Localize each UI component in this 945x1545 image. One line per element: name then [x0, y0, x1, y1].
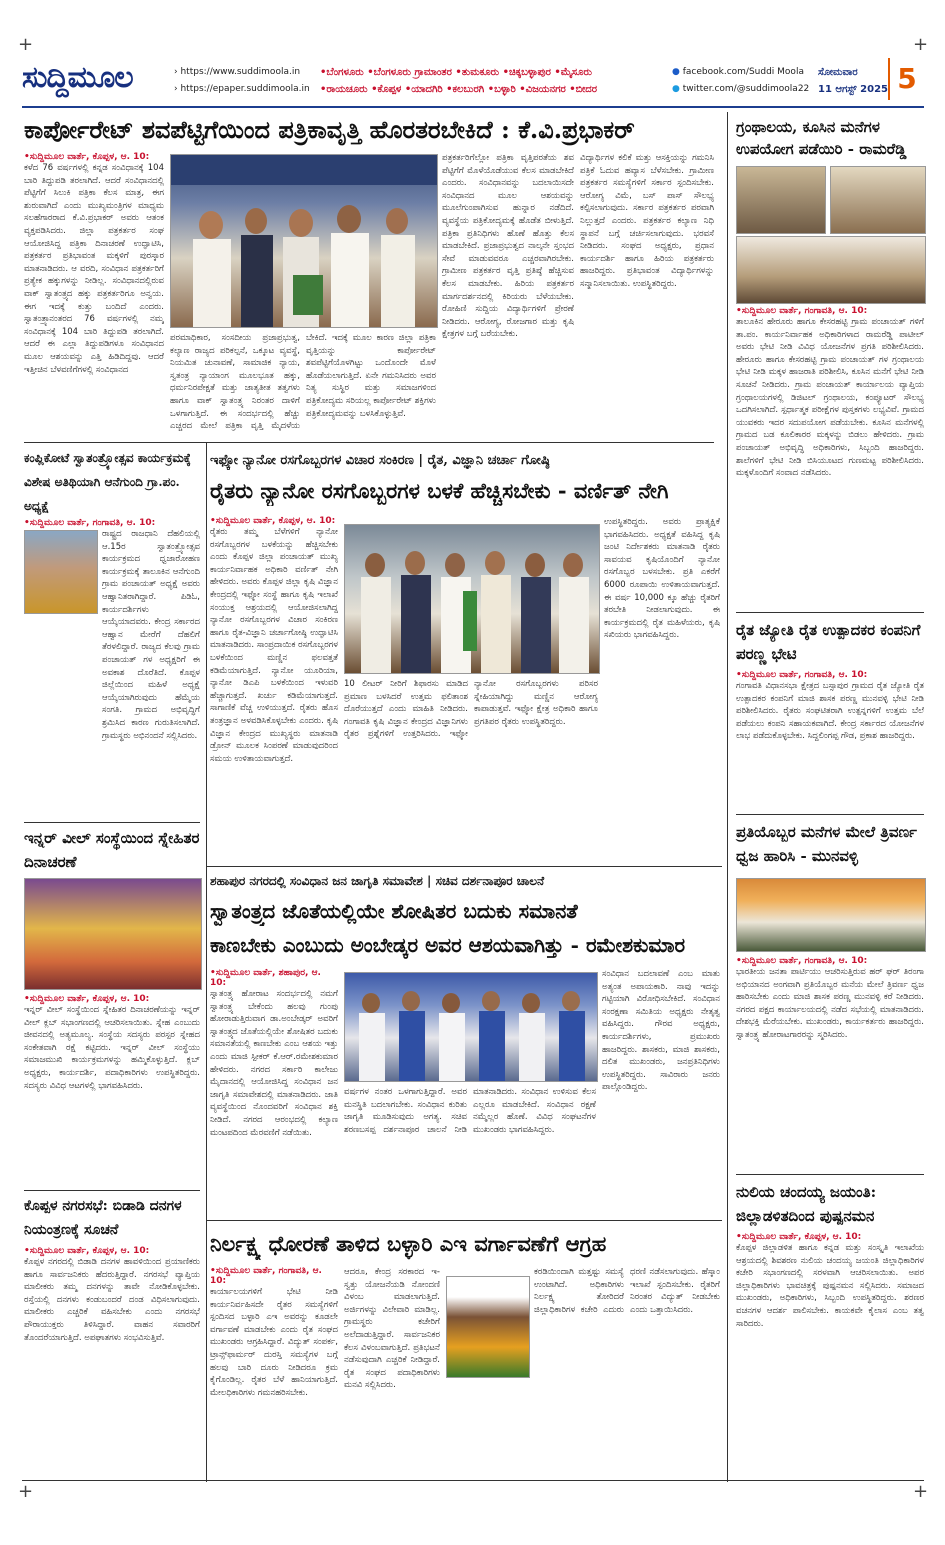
library-photo-1 [736, 166, 826, 234]
farmer-co-headline: ರೈತ ಜ್ಯೋತಿ ರೈತ ಉತ್ಪಾದಕರ ಕಂಪನಿಗೆ ಪರಣ್ಣ ಭೇಟಿ [736, 621, 921, 663]
innerwheel-headline: ಇನ್ನರ್ ವೀಲ್ ಸಂಸ್ಥೆಯಿಂದ ಸ್ನೇಹಿತರ ದಿನಾಚರಣೆ [24, 829, 200, 871]
divider [24, 822, 200, 823]
byline: •ಸುದ್ದಿಮೂಲ ವಾರ್ತೆ, ಕೊಪ್ಪಳ, ಆ. 10: [24, 152, 150, 162]
library-photo-2 [830, 166, 926, 234]
ambedkar-headline-2: ಕಾಣಬೇಕು ಎಂಬುದು ಅಂಬೇಡ್ಕರ ಅವರ ಆಶಯವಾಗಿತ್ತು - ರಮೇಶಕುಮಾರ [210, 933, 686, 957]
article-body: ಕೊಪ್ಪಳ ಜಿಲ್ಲಾಡಳಿತ ಹಾಗೂ ಕನ್ನಡ ಮತ್ತು ಸಂಸ್ಕೃತಿ ಇಲಾಖೆಯ ಆಶ್ರಯದಲ್ಲಿ ಶಿವಶರಣ ನುಲಿಯ ಚಂದಯ್ಯ ಜಯಂತಿ ಜಿಲ್ಲಾಧಿಕಾರಿಗಳ ಕಚೇರಿ ಸಭಾಂಗಣದಲ್ಲಿ ಸರಳವಾಗಿ ಆಚರಿಸಲಾಯಿತು. ಅಪರ ಜಿಲ್ಲಾಧಿಕಾರಿಗಳು ಭಾವಚಿತ್ರಕ್ಕೆ ಪುಷ್ಪನಮನ ಸಲ್ಲಿಸಿದರು. ಸಮಾಜದ ಮುಖಂಡರು, ಅಧಿಕಾರಿಗಳು, ಸಿಬ್ಬಂದಿ ಉಪಸ್ಥಿತರಿದ್ದರು. ಶರಣರ ವಚನಗಳ ಆದರ್ಶ ಪಾಲಿಸಬೇಕು. ಕಾಯಕವೇ ಕೈಲಾಸ ಎಂಬ ತತ್ವ ಸಾರಿದರು. [736, 1243, 924, 1329]
article-body: ಪರಮಾಧಿಕಾರ, ಸಂಸದೀಯ ಪ್ರಜಾಪ್ರಭುತ್ವ, ಕಲ್ಯಾಣ ರಾಜ್ಯದ ಪರಿಕಲ್ಪನೆ, ಒಕ್ಕೂಟ ವ್ಯವಸ್ಥೆ, ನಿಯಮಿತ ಚುನಾವಣೆ, ಸಾಮಾಜಿಕ ನ್ಯಾಯ, ಸ್ವತಂತ್ರ ನ್ಯಾಯಾಂಗ ಮೂಲಭೂತ ಹಕ್ಕು, ಧರ್ಮನಿರಪೇಕ್ಷತೆ ಮತ್ತು ಜಾತ್ಯತೀತ ತತ್ವಗಳು ಹಾಗೂ ವಾಕ್ ಸ್ವಾತಂತ್ರ್ಯ ನಿರಂತರ ದಾಳಿಗೆ ಒಳಗಾಗುತ್ತಿದೆ. ಈ ಸಂದರ್ಭದಲ್ಲಿ ಹೆಚ್ಚು ಎಚ್ಚರದ ಮೇಲೆ ಪತ್ರಿಕಾ ವೃತ್ತಿ ಮೈದಳೆಯ ಬೇಕಿದೆ. ಇದಕ್ಕೆ ಮೂಲ ಕಾರಣ ಜಿಲ್ಲಾ ಪತ್ರಿಕಾ ವೃತ್ತಿಯನ್ನು ಕಾರ್ಪೋರೇಟ್ ಶವಪೆಟ್ಟಿಗೆಯೊಳಗಿಟ್ಟು ಒಂದೊಂದೇ ಮೊಳೆ ಹೊಡೆಯಲಾಗುತ್ತಿದೆ. ಏನೇ ಗಮನಿಸಿದರು ಅವರ ನಿತ್ಯ ಸುಸ್ಥಿರ ಮತ್ತು ಸಮಾಜಗಳಿಂದ ಪತ್ರಿಕೋದ್ಯಮ ಸರಿಯಲ್ಲ ಕಾರ್ಪೋರೇಟ್ ಶಕ್ತಿಗಳು ಪತ್ರಿಕೋದ್ಯಮವನ್ನು ಬಳಸಿಕೊಳ್ಳುತ್ತಿವೆ. [170, 333, 436, 432]
social-links [672, 64, 809, 98]
page-number: 5 [888, 58, 924, 100]
koppal-headline: ಕೊಪ್ಪಳ ನಗರಸಭೆ: ಬಿಡಾಡಿ ದನಗಳ ನಿಯಂತ್ರಣಕ್ಕೆ ಸೂಚನೆ [24, 1198, 182, 1238]
lead-headline: ಕಾರ್ಪೋರೇಟ್ ಶವಪೆಟ್ಟಿಗೆಯಿಂದ ಪತ್ರಿಕಾವೃತ್ತಿ ಹೊರತರಬೇಕಿದೆ : ಕೆ.ವಿ.ಪ್ರಭಾಕರ್ [24, 115, 635, 144]
masthead [22, 56, 924, 106]
date-block: ಸೋಮವಾರ 11 ಆಗಸ್ಟ್ 2025 [818, 67, 888, 95]
innerwheel-story: •ಸುದ್ದಿಮೂಲ ವಾರ್ತೆ, ಕೊಪ್ಪಳ, ಆ. 10: ಇನ್ನರ್ ವೀಲ್ ಸಂಸ್ಥೆಯಿಂದ ಸ್ನೇಹಿತರ ದಿನಾಚರಣೆಯನ್ನು ಇನ್ನರ್ ವೀಲ್ ಕ್ಲಬ್ ಸಭಾಂಗಣದಲ್ಲಿ ಆಚರಿಸಲಾಯಿತು. ಸ್ನೇಹ ಎಂಬುದು ಜೀವನದಲ್ಲಿ ಅತ್ಯಮೂಲ್ಯ. ಸಂಸ್ಥೆಯ ಸದಸ್ಯರು ಪರಸ್ಪರ ಸ್ನೇಹದ ಸಂಕೇತವಾಗಿ ರಕ್ಷೆ ಕಟ್ಟಿದರು. ಇನ್ನರ್ ವೀಲ್ ಸಂಸ್ಥೆಯು ಸಮಾಜಮುಖಿ ಕಾರ್ಯಕ್ರಮಗಳನ್ನು ಹಮ್ಮಿಕೊಳ್ಳುತ್ತಿದೆ. ಕ್ಲಬ್ ಅಧ್ಯಕ್ಷರು, ಕಾರ್ಯದರ್ಶಿ, ಪದಾಧಿಕಾರಿಗಳು ಉಪಸ್ಥಿತರಿದ್ದರು. ಸದಸ್ಯರು ವಿವಿಧ ಆಟಗಳಲ್ಲಿ ಭಾಗವಹಿಸಿದರು. [24, 994, 200, 1182]
page-bottom-rule [22, 1480, 924, 1481]
facebook-link[interactable]: ● facebook.com/Suddi Moola [672, 67, 804, 77]
nano-headline: ರೈತರು ನ್ಯಾನೋ ರಸಗೊಬ್ಬರಗಳ ಬಳಕೆ ಹೆಚ್ಚಿಸಬೇಕು - ವರ್ಣಿತ್ ನೇಗಿ [210, 478, 669, 503]
article-body: ಭಾರತೀಯ ಜನತಾ ಪಾರ್ಟಿಯು ಆಚರಿಸುತ್ತಿರುವ ಹರ್ ಘರ್ ತಿರಂಗಾ ಅಭಿಯಾನದ ಅಂಗವಾಗಿ ಪ್ರತಿಯೊಬ್ಬರ ಮನೆಯ ಮೇಲೆ ತ್ರಿವರ್ಣ ಧ್ವಜ ಹಾರಿಸಬೇಕು ಎಂದು ಮಾಜಿ ಶಾಸಕ ಪರಣ್ಣ ಮುನವಳ್ಳಿ ಕರೆ ನೀಡಿದರು. ನಗರದ ಪಕ್ಷದ ಕಾರ್ಯಾಲಯದಲ್ಲಿ ನಡೆದ ಸಭೆಯಲ್ಲಿ ಮಾತನಾಡಿದರು. ದೇಶಭಕ್ತಿ ಮೆರೆಯಬೇಕು. ಮುಖಂಡರು, ಕಾರ್ಯಕರ್ತರು ಹಾಜರಿದ್ದರು. ಸ್ವಾತಂತ್ರ್ಯ ಹೋರಾಟಗಾರರನ್ನು ಸ್ಮರಿಸಿದರು. [736, 967, 924, 1040]
registration-mark: + [913, 1481, 929, 1502]
article-body: ಕೊಪ್ಪಳ ನಗರದಲ್ಲಿ ಬಿಡಾಡಿ ದನಗಳ ಹಾವಳಿಯಿಂದ ಪ್ರಯಾಣಿಕರು ಹಾಗೂ ಸಾರ್ವಜನಿಕರು ಹೆದರುತ್ತಿದ್ದಾರೆ. ನಗರಸಭೆ ವ್ಯಾಪ್ತಿಯ ಮಾಲೀಕರು ತಮ್ಮ ದನಗಳನ್ನು ತಾವೇ ನೋಡಿಕೊಳ್ಳಬೇಕು. ರಸ್ತೆಯಲ್ಲಿ ದನಗಳು ಕಂಡುಬಂದರೆ ದಂಡ ವಿಧಿಸಲಾಗುವುದು. ಮಾಲೀಕರು ಎಚ್ಚರಿಕೆ ವಹಿಸಬೇಕು ಎಂದು ನಗರಸಭೆ ಪೌರಾಯುಕ್ತರು ತಿಳಿಸಿದ್ದಾರೆ. ವಾಹನ ಸವಾರರಿಗೆ ತೊಂದರೆಯಾಗುತ್ತಿದೆ. ಅಪಘಾತಗಳು ಸಂಭವಿಸುತ್ತಿವೆ. [24, 1257, 200, 1343]
article-body: 10 ಲೀಟರ್ ನೀರಿಗೆ ಶಿಫಾರಸು ಮಾಡಿದ ಪ್ರಮಾಣ ಬಳಸಿದರೆ ಉತ್ತಮ ಫಲಿತಾಂಶ ದೊರೆಯುತ್ತದೆ ಎಂದು ಮಾಹಿತಿ ನೀಡಿದರು. ಗಂಗಾವತಿ ಕೃಷಿ ವಿಜ್ಞಾನ ಕೇಂದ್ರದ ವಿಜ್ಞಾನಿಗಳು ರೈತರ ಪ್ರಶ್ನೆಗಳಿಗೆ ಉತ್ತರಿಸಿದರು. ಇಫ್ಕೋ ನ್ಯಾನೋ ರಸಗೊಬ್ಬರಗಳು ಪರಿಸರ ಸ್ನೇಹಿಯಾಗಿದ್ದು ಮಣ್ಣಿನ ಆರೋಗ್ಯ ಕಾಪಾಡುತ್ತವೆ. ಇಫ್ಕೋ ಕ್ಷೇತ್ರ ಅಧಿಕಾರಿ ಹಾಗೂ ಪ್ರಗತಿಪರ ರೈತರು ಉಪಸ್ಥಿತರಿದ್ದರು. [344, 679, 598, 740]
lead-photo-figures [171, 155, 437, 327]
divider [736, 612, 924, 613]
article-body: ಕಳೆದ 76 ವರ್ಷಗಳಲ್ಲಿ ಕನ್ನಡ ಸಂವಿಧಾನಕ್ಕೆ 104 ಬಾರಿ ತಿದ್ದುಪಡಿ ತರಲಾಗಿದೆ. ಆದರೆ ಸಂವಿಧಾನದಲ್ಲಿ ಪೆಟ್ಟಿಗೆಗೆ ಸಿಲುಕಿ ಪತ್ರಿಕಾ ಕೆಲಸ ಮಾತ್ರ, ಈಗ ಶುರುವಾಗಿದೆ ಎಂದು ಮುಖ್ಯಮಂತ್ರಿಗಳ ಮಾಧ್ಯಮ ಸಲಹೆಗಾರರಾದ ಕೆ.ವಿ.ಪ್ರಭಾಕರ್ ಅವರು ಆತಂಕ ವ್ಯಕ್ತಪಡಿಸಿದರು. ಜಿಲ್ಲಾ ಪತ್ರಕರ್ತರ ಸಂಘ ಆಯೋಜಿಸಿದ್ದ ಪತ್ರಿಕಾ ದಿನಾಚರಣೆ ಉದ್ಘಾಟಿಸಿ, ಪತ್ರಕರ್ತರ ಪ್ರತಿಭಾವಂತ ಮಕ್ಕಳಿಗೆ ಪುರಸ್ಕಾರ ಮಾತನಾಡಿದರು. ಆ ವರದಿ, ಸಂವಿಧಾನ ಪತ್ರಕರ್ತರಿಗೆ ಪ್ರತ್ಯೇಕ ಹಕ್ಕುಗಳನ್ನು ನೀಡಿಲ್ಲ. ಸಂವಿಧಾನದಲ್ಲಿರುವ ವಾಕ್ ಸ್ವಾತಂತ್ರ್ಯದ ಹಕ್ಕು ಪತ್ರಕರ್ತರಿಗೂ ಅನ್ವಯ. ಈಗ ಇದಕ್ಕೆ ಕುತ್ತು ಬಂದಿದೆ ಎಂದರು. ಸ್ವಾತಂತ್ರ್ಯಾನಂತರದ 76 ವರ್ಷಗಳಲ್ಲಿ ನಮ್ಮ ಸಂವಿಧಾನಕ್ಕೆ 104 ಬಾರಿ ತಿದ್ದುಪಡಿ ತರಲಾಗಿದೆ. ಆದರೆ ಈ ಎಲ್ಲಾ ತಿದ್ದುಪಡಿಗಳೂ ಸಂವಿಧಾನದ ಮೂಲ ಆಶಯವನ್ನು ಎತ್ತಿ ಹಿಡಿದಿದ್ದವು. ಆದರೆ ಇತ್ತೀಚಿನ ಬೆಳವಣಿಗೆಗಳಲ್ಲಿ ಸಂವಿಧಾನದ [24, 163, 164, 375]
newspaper-logo: ಸುದ್ದಿಮೂಲ [22, 60, 133, 95]
divider [736, 1174, 924, 1175]
gram-headline: ಕಂಪ್ಲಿಕೋಟೆ ಸ್ವಾತಂತ್ರ್ಯೋತ್ಸವ ಕಾರ್ಯಕ್ರಮಕ್ಕೆ ವಿಶೇಷ ಅತಿಥಿಯಾಗಿ ಆನೆಗುಂದಿ ಗ್ರಾ.ಪಂ. ಅಧ್ಯಕ್ಷೆ [24, 451, 191, 513]
nano-story: •ಸುದ್ದಿಮೂಲ ವಾರ್ತೆ, ಕೊಪ್ಪಳ, ಆ. 10: ರೈತರು ತಮ್ಮ ಬೆಳೆಗಳಿಗೆ ನ್ಯಾನೋ ರಸಗೊಬ್ಬರಗಳ ಬಳಕೆಯನ್ನು ಹೆಚ್ಚಿಸಬೇಕು ಎಂದು ಕೊಪ್ಪಳ ಜಿಲ್ಲಾ ಪಂಚಾಯತ್ ಮುಖ್ಯ ಕಾರ್ಯನಿರ್ವಾಹಕ ಅಧಿಕಾರಿ ವರ್ಣಿತ್ ನೇಗಿ ಹೇಳಿದರು. ಅವರು ಕೊಪ್ಪಳ ಜಿಲ್ಲಾ ಕೃಷಿ ವಿಜ್ಞಾನ ಕೇಂದ್ರದಲ್ಲಿ ಇಫ್ಕೋ ಸಂಸ್ಥೆ ಹಾಗೂ ಕೃಷಿ ಇಲಾಖೆ ಸಂಯುಕ್ತ ಆಶ್ರಯದಲ್ಲಿ ಆಯೋಜಿಸಲಾಗಿದ್ದ ನ್ಯಾನೋ ರಸಗೊಬ್ಬರಗಳ ವಿಚಾರ ಸಂಕಿರಣ ಹಾಗೂ ರೈತ-ವಿಜ್ಞಾನಿ ಚರ್ಚಾಗೋಷ್ಠಿ ಉದ್ಘಾಟಿಸಿ ಮಾತನಾಡಿದರು. ಸಾಂಪ್ರದಾಯಿಕ ರಸಗೊಬ್ಬರಗಳ ಬಳಕೆಯಿಂದ ಮಣ್ಣಿನ ಫಲವತ್ತತೆ ಕಡಿಮೆಯಾಗುತ್ತಿದೆ. ನ್ಯಾನೋ ಯೂರಿಯಾ, ನ್ಯಾನೋ ಡಿಎಪಿ ಬಳಕೆಯಿಂದ ಇಳುವರಿ ಹೆಚ್ಚಾಗುತ್ತದೆ. ಖರ್ಚು ಕಡಿಮೆಯಾಗುತ್ತದೆ. ಸಾಗಾಣಿಕೆ ವೆಚ್ಚ ಉಳಿಯುತ್ತದೆ. ರೈತರು ಹೊಸ ತಂತ್ರಜ್ಞಾನ ಅಳವಡಿಸಿಕೊಳ್ಳಬೇಕು ಎಂದರು. ಕೃಷಿ ವಿಜ್ಞಾನ ಕೇಂದ್ರದ ಮುಖ್ಯಸ್ಥರು ಮಾತನಾಡಿ ಡ್ರೋನ್ ಮೂಲಕ ಸಿಂಪರಣೆ ಮಾಡುವುದರಿಂದ ಸಮಯ ಉಳಿತಾಯವಾಗುತ್ತದೆ. 10 ಲೀಟರ್ ನೀರಿಗೆ ಶಿಫಾರಸು ಮಾಡಿದ ಪ್ರಮಾಣ ಬಳಸಿದರೆ ಉತ್ತಮ ಫಲಿತಾಂಶ ದೊರೆಯುತ್ತದೆ ಎಂದು ಮಾಹಿತಿ ನೀಡಿದರು. ಗಂಗಾವತಿ ಕೃಷಿ ವಿಜ್ಞಾನ ಕೇಂದ್ರದ ವಿಜ್ಞಾನಿಗಳು ರೈತರ ಪ್ರಶ್ನೆಗಳಿಗೆ ಉತ್ತರಿಸಿದರು. ಇಫ್ಕೋ ನ್ಯಾನೋ ರಸಗೊಬ್ಬರಗಳು ಪರಿಸರ ಸ್ನೇಹಿಯಾಗಿದ್ದು ಮಣ್ಣಿನ ಆರೋಗ್ಯ ಕಾಪಾಡುತ್ತವೆ. ಇಫ್ಕೋ ಕ್ಷೇತ್ರ ಅಧಿಕಾರಿ ಹಾಗೂ ಪ್ರಗತಿಪರ ರೈತರು ಉಪಸ್ಥಿತರಿದ್ದರು. ಉಪಸ್ಥಿತರಿದ್ದರು. ಅವರು ಪ್ರಾತ್ಯಕ್ಷಿಕೆ ಭಾಗವಹಿಸಿದರು. ಅಧ್ಯಕ್ಷತೆ ವಹಿಸಿದ್ದ ಕೃಷಿ ಜಂಟಿ ನಿರ್ದೇಶಕರು ಮಾತನಾಡಿ ರೈತರು ಸಾವಯವ ಕೃಷಿಯೊಂದಿಗೆ ನ್ಯಾನೋ ರಸಗೊಬ್ಬರ ಬಳಸಬೇಕು. ಪ್ರತಿ ಎಕರೆಗೆ 6000 ರೂಪಾಯಿ ಉಳಿತಾಯವಾಗುತ್ತದೆ. ಈ ವರ್ಷ 10,000 ಕ್ಕೂ ಹೆಚ್ಚು ರೈತರಿಗೆ ತರಬೇತಿ ನೀಡಲಾಗುವುದು. ಈ ಕಾರ್ಯಕ್ರಮದಲ್ಲಿ ರೈತ ಮಹಿಳೆಯರು, ಕೃಷಿ ಸಖಿಯರು ಭಾಗವಹಿಸಿದ್ದರು. [210, 516, 720, 860]
registration-mark: + [18, 1481, 34, 1502]
article-body: ವಿದ್ಯಾರ್ಥಿಗಳ ಕಲಿಕೆ ಮತ್ತು ಆಸಕ್ತಿಯನ್ನು ಗಮನಿಸಿ ಪತ್ರಿಕೆ ಓದುವ ಹವ್ಯಾಸ ಬೆಳೆಸಬೇಕು. ಗ್ರಾಮೀಣ ಪತ್ರಕರ್ತರ ಸಮಸ್ಯೆಗಳಿಗೆ ಸರ್ಕಾರ ಸ್ಪಂದಿಸಬೇಕು. ಆರೋಗ್ಯ ವಿಮೆ, ಬಸ್ ಪಾಸ್ ಸೌಲಭ್ಯ ಕಲ್ಪಿಸಲಾಗುವುದು. ಸರ್ಕಾರ ಪತ್ರಕರ್ತರ ಪರವಾಗಿ ನಿಲ್ಲುತ್ತದೆ ಎಂದರು. ಪತ್ರಕರ್ತರ ಕಲ್ಯಾಣ ನಿಧಿ ಸ್ಥಾಪನೆ ಬಗ್ಗೆ ಚರ್ಚಿಸಲಾಗುವುದು. ಭರವಸೆ ನೀಡಿದರು. ಸಂಘದ ಅಧ್ಯಕ್ಷರು, ಪ್ರಧಾನ ಕಾರ್ಯದರ್ಶಿ ಹಾಗೂ ಹಿರಿಯ ಪತ್ರಕರ್ತರು ಹಾಜರಿದ್ದರು. ಪ್ರತಿಭಾವಂತ ವಿದ್ಯಾರ್ಥಿಗಳನ್ನು ಸನ್ಮಾನಿಸಲಾಯಿತು. ಉಪಸ್ಥಿತರಿದ್ದರು. [580, 153, 714, 289]
innerwheel-photo [24, 878, 202, 990]
nuliya-headline: ನುಲಿಯ ಚಂದಯ್ಯ ಜಯಂತಿ: ಜಿಲ್ಲಾಡಳಿತದಿಂದ ಪುಷ್ಪನಮನ [736, 1183, 877, 1225]
article-body: ಆದರೂ, ಕೇಂದ್ರ ಸರಕಾರದ ಇ-ಸ್ವತ್ತು ಯೋಜನೆಯಡಿ ನೋಂದಣಿ ವಿಳಂಬ ಮಾಡಲಾಗುತ್ತಿದೆ. ಅರ್ಜಿಗಳನ್ನು ವಿಲೇವಾರಿ ಮಾಡಿಲ್ಲ. ಗ್ರಾಮಸ್ಥರು ಕಚೇರಿಗೆ ಅಲೆದಾಡುತ್ತಿದ್ದಾರೆ. ಸಾರ್ವಜನಿಕರ ಕೆಲಸ ವಿಳಂಬವಾಗುತ್ತಿದೆ. ಪ್ರತಿಭಟನೆ ನಡೆಸುವುದಾಗಿ ಎಚ್ಚರಿಕೆ ನೀಡಿದ್ದಾರೆ. ರೈತ ಸಂಘದ ಪದಾಧಿಕಾರಿಗಳು ಮನವಿ ಸಲ್ಲಿಸಿದರು. [344, 1267, 440, 1391]
article-body: ಸಂವಿಧಾನ ಬದಲಾವಣೆ ಎಂಬ ಮಾತು ಅತ್ಯಂತ ಅಪಾಯಕಾರಿ. ನಾವು ಇದನ್ನು ಗಟ್ಟಿಯಾಗಿ ವಿರೋಧಿಸಬೇಕಿದೆ. ಸಂವಿಧಾನ ಸಂರಕ್ಷಣಾ ಸಮಿತಿಯ ಅಧ್ಯಕ್ಷರು ನೇತೃತ್ವ ವಹಿಸಿದ್ದರು. ಗೌರವ ಅಧ್ಯಕ್ಷರು, ಕಾರ್ಯದರ್ಶಿಗಳು, ಪ್ರಮುಖರು ಹಾಜರಿದ್ದರು. ಶಾಸಕರು, ಮಾಜಿ ಶಾಸಕರು, ದಲಿತ ಮುಖಂಡರು, ಜನಪ್ರತಿನಿಧಿಗಳು ಉಪಸ್ಥಿತರಿದ್ದರು. ಸಾವಿರಾರು ಜನರು ಪಾಲ್ಗೊಂಡಿದ್ದರು. [602, 969, 720, 1093]
library-photo-3 [736, 236, 926, 304]
facebook-icon: ● [672, 67, 680, 77]
registration-mark: + [18, 34, 34, 55]
nano-kicker: ಇಫ್ಕೋ ನ್ಯಾನೋ ರಸಗೊಬ್ಬರಗಳ ವಿಚಾರ ಸಂಕಿರಣ | ರೈತ, ವಿಜ್ಞಾನಿ ಚರ್ಚಾ ಗೋಷ್ಠಿ [210, 453, 550, 468]
divider [24, 442, 714, 443]
article-body: ಗಂಗಾವತಿ ವಿಧಾನಸಭಾ ಕ್ಷೇತ್ರದ ಬಸ್ಸಾಪುರ ಗ್ರಾಮದ ರೈತ ಜ್ಯೋತಿ ರೈತ ಉತ್ಪಾದಕರ ಕಂಪನಿಗೆ ಮಾಜಿ ಶಾಸಕ ಪರಣ್ಣ ಮುನವಳ್ಳಿ ಭೇಟಿ ನೀಡಿ ಪರಿಶೀಲಿಸಿದರು. ರೈತರು ಸಂಘಟಿತರಾಗಿ ಉತ್ಪನ್ನಗಳಿಗೆ ಉತ್ತಮ ಬೆಲೆ ಪಡೆಯಲು ಕಂಪನಿ ಸಹಾಯಕವಾಗಿದೆ. ಕೇಂದ್ರ ಸರ್ಕಾರದ ಯೋಜನೆಗಳ ಲಾಭ ಪಡೆದುಕೊಳ್ಳಬೇಕು. ಸಿದ್ದಲಿಂಗಪ್ಪ ಗೌಡ, ಪ್ರಕಾಶ ಹಾಜರಿದ್ದರು. [736, 681, 924, 742]
url-block [174, 64, 310, 98]
ballari-headline: ನಿರ್ಲಕ್ಷ್ಯ ಧೋರಣೆ ತಾಳಿದ ಬಳ್ಳಾರಿ ಎಇ ವರ್ಗಾವಣೆಗೆ ಆಗ್ರಹ [210, 1231, 607, 1256]
twitter-icon: ● [672, 84, 680, 94]
tiranga-photo [736, 878, 926, 952]
divider [24, 1190, 200, 1191]
twitter-link[interactable]: ● twitter.com/@suddimoola22 [672, 84, 810, 94]
nano-photo [344, 524, 600, 674]
article-body: ತಾಲೂಕಿನ ಹೇರೂರು ಹಾಗೂ ಕೇಸರಹಟ್ಟಿ ಗ್ರಾಮ ಪಂಚಾಯತ್ ಗಳಿಗೆ ತಾ.ಪಂ. ಕಾರ್ಯನಿರ್ವಾಹಕ ಅಧಿಕಾರಿಗಳಾದ ರಾಮರೆಡ್ಡಿ ಪಾಟೀಲ್ ಅವರು ಭೇಟಿ ನೀಡಿ ವಿವಿಧ ಯೋಜನೆಗಳ ಪ್ರಗತಿ ಪರಿಶೀಲಿಸಿದರು. ಹೇರೂರು ಹಾಗೂ ಕೇಸರಹಟ್ಟಿ ಗ್ರಾಮ ಪಂಚಾಯತ್ ಗಳ ಗ್ರಂಥಾಲಯ ಭೇಟಿ ನೀಡಿ ಮಕ್ಕಳ ಹಾಜರಾತಿ ಪರಿಶೀಲಿಸಿ, ಕೂಸಿನ ಮನೆಗೆ ಭೇಟಿ ನೀಡಿ ಸೂಚನೆ ನೀಡಿದರು. ಗ್ರಾಮ ಪಂಚಾಯತ್ ಕಾರ್ಯಾಲಯ ವ್ಯಾಪ್ತಿಯ ಗ್ರಂಥಾಲಯಗಳಲ್ಲಿ ಡಿಜಿಟಲ್ ಗ್ರಂಥಾಲಯ, ಕಂಪ್ಯೂಟರ್ ಸೌಲಭ್ಯ ಒದಗಿಸಲಾಗಿದೆ. ಸ್ಪರ್ಧಾತ್ಮಕ ಪರೀಕ್ಷೆಗಳ ಪುಸ್ತಕಗಳು ಲಭ್ಯವಿವೆ. ಗ್ರಾಮದ ಯುವಕರು ಇದರ ಸದುಪಯೋಗ ಪಡೆಯಬೇಕು. ಕೂಸಿನ ಮನೆಗಳಲ್ಲಿ ಗ್ರಾಮದ ಬಡ ಕೂಲಿಕಾರರ ಮಕ್ಕಳನ್ನು ಬಿಡಲು ಹೇಳಿದರು. ಗ್ರಾಮ ಪಂಚಾಯತ್ ಅಭಿವೃದ್ಧಿ ಅಧಿಕಾರಿಗಳು, ಸಿಬ್ಬಂದಿ ಹಾಜರಿದ್ದರು. ಶಾಲೆಗಳಿಗೆ ಭೇಟಿ ನೀಡಿ ಬಿಸಿಯೂಟದ ಗುಣಮಟ್ಟ ಪರಿಶೀಲಿಸಿದರು. ಮಕ್ಕಳೊಂದಿಗೆ ಸಂವಾದ ನಡೆಸಿದರು. [736, 317, 924, 479]
library-story: •ಸುದ್ದಿಮೂಲ ವಾರ್ತೆ, ಗಂಗಾವತಿ, ಆ. 10: ತಾಲೂಕಿನ ಹೇರೂರು ಹಾಗೂ ಕೇಸರಹಟ್ಟಿ ಗ್ರಾಮ ಪಂಚಾಯತ್ ಗಳಿಗೆ ತಾ.ಪಂ. ಕಾರ್ಯನಿರ್ವಾಹಕ ಅಧಿಕಾರಿಗಳಾದ ರಾಮರೆಡ್ಡಿ ಪಾಟೀಲ್ ಅವರು ಭೇಟಿ ನೀಡಿ ವಿವಿಧ ಯೋಜನೆಗಳ ಪ್ರಗತಿ ಪರಿಶೀಲಿಸಿದರು. ಹೇರೂರು ಹಾಗೂ ಕೇಸರಹಟ್ಟಿ ಗ್ರಾಮ ಪಂಚಾಯತ್ ಗಳ ಗ್ರಂಥಾಲಯ ಭೇಟಿ ನೀಡಿ ಮಕ್ಕಳ ಹಾಜರಾತಿ ಪರಿಶೀಲಿಸಿ, ಕೂಸಿನ ಮನೆಗೆ ಭೇಟಿ ನೀಡಿ ಸೂಚನೆ ನೀಡಿದರು. ಗ್ರಾಮ ಪಂಚಾಯತ್ ಕಾರ್ಯಾಲಯ ವ್ಯಾಪ್ತಿಯ ಗ್ರಂಥಾಲಯಗಳಲ್ಲಿ ಡಿಜಿಟಲ್ ಗ್ರಂಥಾಲಯ, ಕಂಪ್ಯೂಟರ್ ಸೌಲಭ್ಯ ಒದಗಿಸಲಾಗಿದೆ. ಸ್ಪರ್ಧಾತ್ಮಕ ಪರೀಕ್ಷೆಗಳ ಪುಸ್ತಕಗಳು ಲಭ್ಯವಿವೆ. ಗ್ರಾಮದ ಯುವಕರು ಇದರ ಸದುಪಯೋಗ ಪಡೆಯಬೇಕು. ಕೂಸಿನ ಮನೆಗಳಲ್ಲಿ ಗ್ರಾಮದ ಬಡ ಕೂಲಿಕಾರರ ಮಕ್ಕಳನ್ನು ಬಿಡಲು ಹೇಳಿದರು. ಗ್ರಾಮ ಪಂಚಾಯತ್ ಅಭಿವೃದ್ಧಿ ಅಧಿಕಾರಿಗಳು, ಸಿಬ್ಬಂದಿ ಹಾಜರಿದ್ದರು. ಶಾಲೆಗಳಿಗೆ ಭೇಟಿ ನೀಡಿ ಬಿಸಿಯೂಟದ ಗುಣಮಟ್ಟ ಪರಿಶೀಲಿಸಿದರು. ಮಕ್ಕಳೊಂದಿಗೆ ಸಂವಾದ ನಡೆಸಿದರು. [736, 306, 924, 610]
ambedkar-headline-1: ಸ್ವಾತಂತ್ರ್ಯದ ಜೊತೆಯಲ್ಲಿಯೇ ಶೋಷಿತರ ಬದುಕು ಸಮಾನತೆ [210, 899, 578, 923]
divider [736, 814, 924, 815]
website-link[interactable]: › https://www.suddimoola.in [174, 67, 301, 77]
epaper-link[interactable]: › https://epaper.suddimoola.in [174, 84, 310, 94]
koppal-story: •ಸುದ್ದಿಮೂಲ ವಾರ್ತೆ, ಕೊಪ್ಪಳ, ಆ. 10: ಕೊಪ್ಪಳ ನಗರದಲ್ಲಿ ಬಿಡಾಡಿ ದನಗಳ ಹಾವಳಿಯಿಂದ ಪ್ರಯಾಣಿಕರು ಹಾಗೂ ಸಾರ್ವಜನಿಕರು ಹೆದರುತ್ತಿದ್ದಾರೆ. ನಗರಸಭೆ ವ್ಯಾಪ್ತಿಯ ಮಾಲೀಕರು ತಮ್ಮ ದನಗಳನ್ನು ತಾವೇ ನೋಡಿಕೊಳ್ಳಬೇಕು. ರಸ್ತೆಯಲ್ಲಿ ದನಗಳು ಕಂಡುಬಂದರೆ ದಂಡ ವಿಧಿಸಲಾಗುವುದು. ಮಾಲೀಕರು ಎಚ್ಚರಿಕೆ ವಹಿಸಬೇಕು ಎಂದು ನಗರಸಭೆ ಪೌರಾಯುಕ್ತರು ತಿಳಿಸಿದ್ದಾರೆ. ವಾಹನ ಸವಾರರಿಗೆ ತೊಂದರೆಯಾಗುತ್ತಿದೆ. ಅಪಘಾತಗಳು ಸಂಭವಿಸುತ್ತಿವೆ. [24, 1246, 200, 1472]
article-body: ವರ್ಷಗಳ ನಂತರ ಒಳಗಾಗುತ್ತಿದ್ದಾರೆ. ಅವರ ಮನಸ್ಥಿತಿ ಬದಲಾಗಬೇಕು. ಸಂವಿಧಾನ ಕುರಿತು ಜಾಗೃತಿ ಮೂಡಿಸುವುದು ಅಗತ್ಯ. ಸಚಿವ ಶರಣಬಸಪ್ಪ ದರ್ಶನಾಪೂರ ಚಾಲನೆ ನೀಡಿ ಮಾತನಾಡಿದರು. ಸಂವಿಧಾನ ಉಳಿಸುವ ಕೆಲಸ ಎಲ್ಲರೂ ಮಾಡಬೇಕಿದೆ. ಸಂವಿಧಾನ ರಕ್ಷಣೆ ನಮ್ಮೆಲ್ಲರ ಹೊಣೆ. ವಿವಿಧ ಸಂಘಟನೆಗಳ ಮುಖಂಡರು ಭಾಗವಹಿಸಿದ್ದರು. [344, 1087, 596, 1135]
library-headline: ಗ್ರಂಥಾಲಯ, ಕೂಸಿನ ಮನೆಗಳ ಉಪಯೋಗ ಪಡೆಯಿರಿ - ರಾಮರೆಡ್ಡಿ [736, 118, 907, 158]
person-photo [446, 1276, 530, 1378]
nuliya-story: •ಸುದ್ದಿಮೂಲ ವಾರ್ತೆ, ಕೊಪ್ಪಳ, ಆ. 10: ಕೊಪ್ಪಳ ಜಿಲ್ಲಾಡಳಿತ ಹಾಗೂ ಕನ್ನಡ ಮತ್ತು ಸಂಸ್ಕೃತಿ ಇಲಾಖೆಯ ಆಶ್ರಯದಲ್ಲಿ ಶಿವಶರಣ ನುಲಿಯ ಚಂದಯ್ಯ ಜಯಂತಿ ಜಿಲ್ಲಾಧಿಕಾರಿಗಳ ಕಚೇರಿ ಸಭಾಂಗಣದಲ್ಲಿ ಸರಳವಾಗಿ ಆಚರಿಸಲಾಯಿತು. ಅಪರ ಜಿಲ್ಲಾಧಿಕಾರಿಗಳು ಭಾವಚಿತ್ರಕ್ಕೆ ಪುಷ್ಪನಮನ ಸಲ್ಲಿಸಿದರು. ಸಮಾಜದ ಮುಖಂಡರು, ಅಧಿಕಾರಿಗಳು, ಸಿಬ್ಬಂದಿ ಉಪಸ್ಥಿತರಿದ್ದರು. ಶರಣರ ವಚನಗಳ ಆದರ್ಶ ಪಾಲಿಸಬೇಕು. ಕಾಯಕವೇ ಕೈಲಾಸ ಎಂಬ ತತ್ವ ಸಾರಿದರು. [736, 1232, 924, 1474]
district-list: •ಬೆಂಗಳೂರು •ಬೆಂಗಳೂರು ಗ್ರಾಮಾಂತರ •ತುಮಕೂರು •ಚಿಕ್ಕಬಳ್ಳಾಪುರ •ಮೈಸೂರು •ರಾಯಚೂರು •ಕೊಪ್ಪಳ •ಯಾದಗಿರಿ •ಕಲಬುರಗಿ •ಬಳ್ಳಾರಿ •ವಿಜಯನಗರ •ಬೀದರ [320, 67, 597, 95]
nano-photo-figures [345, 525, 599, 673]
article-body: ಉಪಸ್ಥಿತರಿದ್ದರು. ಅವರು ಪ್ರಾತ್ಯಕ್ಷಿಕೆ ಭಾಗವಹಿಸಿದರು. ಅಧ್ಯಕ್ಷತೆ ವಹಿಸಿದ್ದ ಕೃಷಿ ಜಂಟಿ ನಿರ್ದೇಶಕರು ಮಾತನಾಡಿ ರೈತರು ಸಾವಯವ ಕೃಷಿಯೊಂದಿಗೆ ನ್ಯಾನೋ ರಸಗೊಬ್ಬರ ಬಳಸಬೇಕು. ಪ್ರತಿ ಎಕರೆಗೆ 6000 ರೂಪಾಯಿ ಉಳಿತಾಯವಾಗುತ್ತದೆ. ಈ ವರ್ಷ 10,000 ಕ್ಕೂ ಹೆಚ್ಚು ರೈತರಿಗೆ ತರಬೇತಿ ನೀಡಲಾಗುವುದು. ಈ ಕಾರ್ಯಕ್ರಮದಲ್ಲಿ ರೈತ ಮಹಿಳೆಯರು, ಕೃಷಿ ಸಖಿಯರು ಭಾಗವಹಿಸಿದ್ದರು. [604, 517, 720, 641]
article-body: ರೈತರು ತಮ್ಮ ಬೆಳೆಗಳಿಗೆ ನ್ಯಾನೋ ರಸಗೊಬ್ಬರಗಳ ಬಳಕೆಯನ್ನು ಹೆಚ್ಚಿಸಬೇಕು ಎಂದು ಕೊಪ್ಪಳ ಜಿಲ್ಲಾ ಪಂಚಾಯತ್ ಮುಖ್ಯ ಕಾರ್ಯನಿರ್ವಾಹಕ ಅಧಿಕಾರಿ ವರ್ಣಿತ್ ನೇಗಿ ಹೇಳಿದರು. ಅವರು ಕೊಪ್ಪಳ ಜಿಲ್ಲಾ ಕೃಷಿ ವಿಜ್ಞಾನ ಕೇಂದ್ರದಲ್ಲಿ ಇಫ್ಕೋ ಸಂಸ್ಥೆ ಹಾಗೂ ಕೃಷಿ ಇಲಾಖೆ ಸಂಯುಕ್ತ ಆಶ್ರಯದಲ್ಲಿ ಆಯೋಜಿಸಲಾಗಿದ್ದ ನ್ಯಾನೋ ರಸಗೊಬ್ಬರಗಳ ವಿಚಾರ ಸಂಕಿರಣ ಹಾಗೂ ರೈತ-ವಿಜ್ಞಾನಿ ಚರ್ಚಾಗೋಷ್ಠಿ ಉದ್ಘಾಟಿಸಿ ಮಾತನಾಡಿದರು. ಸಾಂಪ್ರದಾಯಿಕ ರಸಗೊಬ್ಬರಗಳ ಬಳಕೆಯಿಂದ ಮಣ್ಣಿನ ಫಲವತ್ತತೆ ಕಡಿಮೆಯಾಗುತ್ತಿದೆ. ನ್ಯಾನೋ ಯೂರಿಯಾ, ನ್ಯಾನೋ ಡಿಎಪಿ ಬಳಕೆಯಿಂದ ಇಳುವರಿ ಹೆಚ್ಚಾಗುತ್ತದೆ. ಖರ್ಚು ಕಡಿಮೆಯಾಗುತ್ತದೆ. ಸಾಗಾಣಿಕೆ ವೆಚ್ಚ ಉಳಿಯುತ್ತದೆ. ರೈತರು ಹೊಸ ತಂತ್ರಜ್ಞಾನ ಅಳವಡಿಸಿಕೊಳ್ಳಬೇಕು ಎಂದರು. ಕೃಷಿ ವಿಜ್ಞಾನ ಕೇಂದ್ರದ ಮುಖ್ಯಸ್ಥರು ಮಾತನಾಡಿ ಡ್ರೋನ್ ಮೂಲಕ ಸಿಂಪರಣೆ ಮಾಡುವುದರಿಂದ ಸಮಯ ಉಳಿತಾಯವಾಗುತ್ತದೆ. [210, 527, 338, 764]
lead-photo [170, 154, 438, 328]
registration-mark: + [913, 34, 929, 55]
lead-story [24, 152, 714, 436]
ballari-story: •ಸುದ್ದಿಮೂಲ ವಾರ್ತೆ, ಗಂಗಾವತಿ, ಆ. 10: ಕಾರ್ಯಾಲಯಗಳಿಗೆ ಭೇಟಿ ನೀಡಿ ಕಾರ್ಯನಿರ್ವಹಿಸದೇ ರೈತರ ಸಮಸ್ಯೆಗಳಿಗೆ ಸ್ಪಂದಿಸದ ಬಳ್ಳಾರಿ ಎಇ ಅವರನ್ನು ಕೂಡಲೇ ವರ್ಗಾವಣೆ ಮಾಡಬೇಕು ಎಂದು ರೈತ ಸಂಘದ ಮುಖಂಡರು ಆಗ್ರಹಿಸಿದ್ದಾರೆ. ವಿದ್ಯುತ್ ಸಂಪರ್ಕ, ಟ್ರಾನ್ಸ್‌ಫಾರ್ಮರ್ ದುರಸ್ತಿ ಸಮಸ್ಯೆಗಳ ಬಗ್ಗೆ ಹಲವು ಬಾರಿ ದೂರು ನೀಡಿದರೂ ಕ್ರಮ ಕೈಗೊಂಡಿಲ್ಲ. ರೈತರ ಬೆಳೆ ಹಾನಿಯಾಗುತ್ತಿದೆ. ಮೇಲಧಿಕಾರಿಗಳು ಗಮನಹರಿಸಬೇಕು. ಆದರೂ, ಕೇಂದ್ರ ಸರಕಾರದ ಇ-ಸ್ವತ್ತು ಯೋಜನೆಯಡಿ ನೋಂದಣಿ ವಿಳಂಬ ಮಾಡಲಾಗುತ್ತಿದೆ. ಅರ್ಜಿಗಳನ್ನು ವಿಲೇವಾರಿ ಮಾಡಿಲ್ಲ. ಗ್ರಾಮಸ್ಥರು ಕಚೇರಿಗೆ ಅಲೆದಾಡುತ್ತಿದ್ದಾರೆ. ಸಾರ್ವಜನಿಕರ ಕೆಲಸ ವಿಳಂಬವಾಗುತ್ತಿದೆ. ಪ್ರತಿಭಟನೆ ನಡೆಸುವುದಾಗಿ ಎಚ್ಚರಿಕೆ ನೀಡಿದ್ದಾರೆ. ರೈತ ಸಂಘದ ಪದಾಧಿಕಾರಿಗಳು ಮನವಿ ಸಲ್ಲಿಸಿದರು. ಕರಡಿಯಿಂದಾಗಿ ಮತ್ತಷ್ಟು ಸಮಸ್ಯೆ ಉಂಟಾಗಿದೆ. ಅಧಿಕಾರಿಗಳು ನಿರ್ಲಕ್ಷ್ಯ ತೋರಿದರೆ ಜಿಲ್ಲಾಧಿಕಾರಿಗಳ ಕಚೇರಿ ಎದುರು ಧರಣಿ ನಡೆಸಲಾಗುವುದು. ಹೆಸ್ಕಾಂ ಇಲಾಖೆ ಸ್ಪಂದಿಸಬೇಕು. ರೈತರಿಗೆ ನಿರಂತರ ವಿದ್ಯುತ್ ನೀಡಬೇಕು ಎಂದು ಒತ್ತಾಯಿಸಿದರು. [210, 1266, 720, 1478]
article-body: ಇನ್ನರ್ ವೀಲ್ ಸಂಸ್ಥೆಯಿಂದ ಸ್ನೇಹಿತರ ದಿನಾಚರಣೆಯನ್ನು ಇನ್ನರ್ ವೀಲ್ ಕ್ಲಬ್ ಸಭಾಂಗಣದಲ್ಲಿ ಆಚರಿಸಲಾಯಿತು. ಸ್ನೇಹ ಎಂಬುದು ಜೀವನದಲ್ಲಿ ಅತ್ಯಮೂಲ್ಯ. ಸಂಸ್ಥೆಯ ಸದಸ್ಯರು ಪರಸ್ಪರ ಸ್ನೇಹದ ಸಂಕೇತವಾಗಿ ರಕ್ಷೆ ಕಟ್ಟಿದರು. ಇನ್ನರ್ ವೀಲ್ ಸಂಸ್ಥೆಯು ಸಮಾಜಮುಖಿ ಕಾರ್ಯಕ್ರಮಗಳನ್ನು ಹಮ್ಮಿಕೊಳ್ಳುತ್ತಿದೆ. ಕ್ಲಬ್ ಅಧ್ಯಕ್ಷರು, ಕಾರ್ಯದರ್ಶಿ, ಪದಾಧಿಕಾರಿಗಳು ಉಪಸ್ಥಿತರಿದ್ದರು. ಸದಸ್ಯರು ವಿವಿಧ ಆಟಗಳಲ್ಲಿ ಭಾಗವಹಿಸಿದರು. [24, 1005, 200, 1091]
ambedkar-kicker: ಶಹಾಪುರ ನಗರದಲ್ಲಿ ಸಂವಿಧಾನ ಜನ ಜಾಗೃತಿ ಸಮಾವೇಶ | ಸಚಿವ ದರ್ಶನಾಪೂರ ಚಾಲನೆ [210, 874, 545, 888]
farmer-co-story: •ಸುದ್ದಿಮೂಲ ವಾರ್ತೆ, ಗಂಗಾವತಿ, ಆ. 10: ಗಂಗಾವತಿ ವಿಧಾನಸಭಾ ಕ್ಷೇತ್ರದ ಬಸ್ಸಾಪುರ ಗ್ರಾಮದ ರೈತ ಜ್ಯೋತಿ ರೈತ ಉತ್ಪಾದಕರ ಕಂಪನಿಗೆ ಮಾಜಿ ಶಾಸಕ ಪರಣ್ಣ ಮುನವಳ್ಳಿ ಭೇಟಿ ನೀಡಿ ಪರಿಶೀಲಿಸಿದರು. ರೈತರು ಸಂಘಟಿತರಾಗಿ ಉತ್ಪನ್ನಗಳಿಗೆ ಉತ್ತಮ ಬೆಲೆ ಪಡೆಯಲು ಕಂಪನಿ ಸಹಾಯಕವಾಗಿದೆ. ಕೇಂದ್ರ ಸರ್ಕಾರದ ಯೋಜನೆಗಳ ಲಾಭ ಪಡೆದುಕೊಳ್ಳಬೇಕು. ಸಿದ್ದಲಿಂಗಪ್ಪ ಗೌಡ, ಪ್ರಕಾಶ ಹಾಜರಿದ್ದರು. [736, 670, 924, 810]
ambedkar-photo-figures [345, 973, 597, 1081]
article-body: ಸ್ವಾತಂತ್ರ್ಯ ಹೋರಾಟ ಸಂದರ್ಭದಲ್ಲಿ ನಮಗೆ ಸ್ವಾತಂತ್ರ್ಯ ಬೇಕೆಂದು ಹಲವು ಗುಂಪು ಹೋರಾಡುತ್ತಿರುವಾಗ ಡಾ.ಅಂಬೇಡ್ಕರ್ ಅವರಿಗೆ ಸ್ವಾತಂತ್ರ್ಯದ ಜೊತೆಯಲ್ಲಿಯೇ ಶೋಷಿತರ ಬದುಕು ಸಮಾನತೆಯಲ್ಲಿ ಕಾಣಬೇಕು ಎಂಬ ಆಶಯ ಇತ್ತು ಎಂದು ಮಾಜಿ ಸ್ಪೀಕರ್ ಕೆ.ಆರ್.ರಮೇಶಕುಮಾರ ಹೇಳಿದರು. ನಗರದ ಸರ್ಕಾರಿ ಕಾಲೇಜು ಮೈದಾನದಲ್ಲಿ ಆಯೋಜಿಸಿದ್ದ ಸಂವಿಧಾನ ಜನ ಜಾಗೃತಿ ಸಮಾವೇಶದಲ್ಲಿ ಮಾತನಾಡಿದರು. ಜಾತಿ ವ್ಯವಸ್ಥೆಯಿಂದ ನೊಂದವರಿಗೆ ಸಂವಿಧಾನ ಶಕ್ತಿ ನೀಡಿದೆ. ನಗರದ ಆರಂಭದಲ್ಲಿ ಕಲ್ಯಾಣ ಮಂಟಪದಿಂದ ಮೆರವಣಿಗೆ ನಡೆಯಿತು. [210, 989, 338, 1138]
masthead-rule [22, 106, 924, 108]
tiranga-story: •ಸುದ್ದಿಮೂಲ ವಾರ್ತೆ, ಗಂಗಾವತಿ, ಆ. 10: ಭಾರತೀಯ ಜನತಾ ಪಾರ್ಟಿಯು ಆಚರಿಸುತ್ತಿರುವ ಹರ್ ಘರ್ ತಿರಂಗಾ ಅಭಿಯಾನದ ಅಂಗವಾಗಿ ಪ್ರತಿಯೊಬ್ಬರ ಮನೆಯ ಮೇಲೆ ತ್ರಿವರ್ಣ ಧ್ವಜ ಹಾರಿಸಬೇಕು ಎಂದು ಮಾಜಿ ಶಾಸಕ ಪರಣ್ಣ ಮುನವಳ್ಳಿ ಕರೆ ನೀಡಿದರು. ನಗರದ ಪಕ್ಷದ ಕಾರ್ಯಾಲಯದಲ್ಲಿ ನಡೆದ ಸಭೆಯಲ್ಲಿ ಮಾತನಾಡಿದರು. ದೇಶಭಕ್ತಿ ಮೆರೆಯಬೇಕು. ಮುಖಂಡರು, ಕಾರ್ಯಕರ್ತರು ಹಾಜರಿದ್ದರು. ಸ್ವಾತಂತ್ರ್ಯ ಹೋರಾಟಗಾರರನ್ನು ಸ್ಮರಿಸಿದರು. [736, 956, 924, 1168]
tiranga-headline: ಪ್ರತಿಯೊಬ್ಬರ ಮನೆಗಳ ಮೇಲೆ ತ್ರಿವರ್ಣ ಧ್ವಜ ಹಾರಿಸಿ - ಮುನವಳ್ಳಿ [736, 823, 917, 865]
divider [206, 442, 207, 1482]
article-body: ಕಾರ್ಯಾಲಯಗಳಿಗೆ ಭೇಟಿ ನೀಡಿ ಕಾರ್ಯನಿರ್ವಹಿಸದೇ ರೈತರ ಸಮಸ್ಯೆಗಳಿಗೆ ಸ್ಪಂದಿಸದ ಬಳ್ಳಾರಿ ಎಇ ಅವರನ್ನು ಕೂಡಲೇ ವರ್ಗಾವಣೆ ಮಾಡಬೇಕು ಎಂದು ರೈತ ಸಂಘದ ಮುಖಂಡರು ಆಗ್ರಹಿಸಿದ್ದಾರೆ. ವಿದ್ಯುತ್ ಸಂಪರ್ಕ, ಟ್ರಾನ್ಸ್‌ಫಾರ್ಮರ್ ದುರಸ್ತಿ ಸಮಸ್ಯೆಗಳ ಬಗ್ಗೆ ಹಲವು ಬಾರಿ ದೂರು ನೀಡಿದರೂ ಕ್ರಮ ಕೈಗೊಂಡಿಲ್ಲ. ರೈತರ ಬೆಳೆ ಹಾನಿಯಾಗುತ್ತಿದೆ. ಮೇಲಧಿಕಾರಿಗಳು ಗಮನಹರಿಸಬೇಕು. [210, 1287, 338, 1398]
divider [206, 866, 722, 867]
ambedkar-photo [344, 972, 598, 1082]
gram-story: •ಸುದ್ದಿಮೂಲ ವಾರ್ತೆ, ಗಂಗಾವತಿ, ಆ. 10: ರಾಷ್ಟ್ರದ ರಾಜಧಾನಿ ದೆಹಲಿಯಲ್ಲಿ ಆ.15ರ ಸ್ವಾತಂತ್ರ್ಯೋತ್ಸವ ಕಾರ್ಯಕ್ರಮದ ಧ್ವಜಾರೋಹಣ ಕಾರ್ಯಕ್ರಮಕ್ಕೆ ತಾಲೂಕಿನ ಆನೆಗುಂದಿ ಗ್ರಾಮ ಪಂಚಾಯತ್ ಅಧ್ಯಕ್ಷೆ ಅವರು ಆಹ್ವಾನಿತರಾಗಿದ್ದಾರೆ. ಪಿಡಿಓ, ಕಾರ್ಯದರ್ಶಿಗಳು ಆಯ್ಕೆಯಾದವರು. ಕೇಂದ್ರ ಸರ್ಕಾರದ ಆಹ್ವಾನ ಮೇರೆಗೆ ದೆಹಲಿಗೆ ತೆರಳಲಿದ್ದಾರೆ. ರಾಜ್ಯದ ಕೆಲವು ಗ್ರಾಮ ಪಂಚಾಯತ್ ಗಳ ಅಧ್ಯಕ್ಷರಿಗೆ ಈ ಅವಕಾಶ ದೊರೆತಿದೆ. ಕೊಪ್ಪಳ ಜಿಲ್ಲೆಯಿಂದ ಮಹಿಳೆ ಅಧ್ಯಕ್ಷೆ ಆಯ್ಕೆಯಾಗಿರುವುದು ಹೆಮ್ಮೆಯ ಸಂಗತಿ. ಗ್ರಾಮದ ಅಭಿವೃದ್ಧಿಗೆ ಶ್ರಮಿಸಿದ ಕಾರಣ ಗುರುತಿಸಲಾಗಿದೆ. ಗ್ರಾಮಸ್ಥರು ಅಭಿನಂದನೆ ಸಲ್ಲಿಸಿದರು. [24, 518, 200, 804]
divider [206, 1220, 722, 1221]
ambedkar-story: •ಸುದ್ದಿಮೂಲ ವಾರ್ತೆ, ಶಹಾಪುರ, ಆ. 10: ಸ್ವಾತಂತ್ರ್ಯ ಹೋರಾಟ ಸಂದರ್ಭದಲ್ಲಿ ನಮಗೆ ಸ್ವಾತಂತ್ರ್ಯ ಬೇಕೆಂದು ಹಲವು ಗುಂಪು ಹೋರಾಡುತ್ತಿರುವಾಗ ಡಾ.ಅಂಬೇಡ್ಕರ್ ಅವರಿಗೆ ಸ್ವಾತಂತ್ರ್ಯದ ಜೊತೆಯಲ್ಲಿಯೇ ಶೋಷಿತರ ಬದುಕು ಸಮಾನತೆಯಲ್ಲಿ ಕಾಣಬೇಕು ಎಂಬ ಆಶಯ ಇತ್ತು ಎಂದು ಮಾಜಿ ಸ್ಪೀಕರ್ ಕೆ.ಆರ್.ರಮೇಶಕುಮಾರ ಹೇಳಿದರು. ನಗರದ ಸರ್ಕಾರಿ ಕಾಲೇಜು ಮೈದಾನದಲ್ಲಿ ಆಯೋಜಿಸಿದ್ದ ಸಂವಿಧಾನ ಜನ ಜಾಗೃತಿ ಸಮಾವೇಶದಲ್ಲಿ ಮಾತನಾಡಿದರು. ಜಾತಿ ವ್ಯವಸ್ಥೆಯಿಂದ ನೊಂದವರಿಗೆ ಸಂವಿಧಾನ ಶಕ್ತಿ ನೀಡಿದೆ. ನಗರದ ಆರಂಭದಲ್ಲಿ ಕಲ್ಯಾಣ ಮಂಟಪದಿಂದ ಮೆರವಣಿಗೆ ನಡೆಯಿತು. ವರ್ಷಗಳ ನಂತರ ಒಳಗಾಗುತ್ತಿದ್ದಾರೆ. ಅವರ ಮನಸ್ಥಿತಿ ಬದಲಾಗಬೇಕು. ಸಂವಿಧಾನ ಕುರಿತು ಜಾಗೃತಿ ಮೂಡಿಸುವುದು ಅಗತ್ಯ. ಸಚಿವ ಶರಣಬಸಪ್ಪ ದರ್ಶನಾಪೂರ ಚಾಲನೆ ನೀಡಿ ಮಾತನಾಡಿದರು. ಸಂವಿಧಾನ ಉಳಿಸುವ ಕೆಲಸ ಎಲ್ಲರೂ ಮಾಡಬೇಕಿದೆ. ಸಂವಿಧಾನ ರಕ್ಷಣೆ ನಮ್ಮೆಲ್ಲರ ಹೊಣೆ. ವಿವಿಧ ಸಂಘಟನೆಗಳ ಮುಖಂಡರು ಭಾಗವಹಿಸಿದ್ದರು. ಸಂವಿಧಾನ ಬದಲಾವಣೆ ಎಂಬ ಮಾತು ಅತ್ಯಂತ ಅಪಾಯಕಾರಿ. ನಾವು ಇದನ್ನು ಗಟ್ಟಿಯಾಗಿ ವಿರೋಧಿಸಬೇಕಿದೆ. ಸಂವಿಧಾನ ಸಂರಕ್ಷಣಾ ಸಮಿತಿಯ ಅಧ್ಯಕ್ಷರು ನೇತೃತ್ವ ವಹಿಸಿದ್ದರು. ಗೌರವ ಅಧ್ಯಕ್ಷರು, ಕಾರ್ಯದರ್ಶಿಗಳು, ಪ್ರಮುಖರು ಹಾಜರಿದ್ದರು. ಶಾಸಕರು, ಮಾಜಿ ಶಾಸಕರು, ದಲಿತ ಮುಖಂಡರು, ಜನಪ್ರತಿನಿಧಿಗಳು ಉಪಸ್ಥಿತರಿದ್ದರು. ಸಾವಿರಾರು ಜನರು ಪಾಲ್ಗೊಂಡಿದ್ದರು. [210, 968, 720, 1214]
person-photo [24, 530, 98, 614]
article-body: ಪತ್ರಕರ್ತರಿಗೆಲ್ಲೋ ಪತ್ರಿಕಾ ವೃತ್ತಿಪರತೆಯ ಶವ ಪೆಟ್ಟಿಗೆಗೆ ಮೊಳೆಯೊಡೆಯುವ ಕೆಲಸ ಮಾಡಬೇಕಿದೆ ಎಂದರು. ಸಂವಿಧಾನವನ್ನು ಬದಲಾಯಿಸದೇ ಸಂವಿಧಾನದ ಮೂಲ ಆಶಯವನ್ನು ಮೂಲೆಗುಂಪಾಗಿಸುವ ಹುನ್ನಾರ ನಡೆದಿದೆ. ವ್ಯವಸ್ಥೆಯ ಪತ್ರಿಕೋದ್ಯಮಕ್ಕೆ ಹೊಡೆತ ಬೀಳುತ್ತಿದೆ. ಪತ್ರಿಕಾ ಪ್ರತಿನಿಧಿಗಳು ಹೊಣೆ ಹೊತ್ತು ಕೆಲಸ ಮಾಡಬೇಕಿದೆ. ಪ್ರಜಾಪ್ರಭುತ್ವದ ನಾಲ್ಕನೇ ಸ್ತಂಭದ ಸೇವೆ ಮಾಡುವವರೂ ಎಚ್ಚರವಾಗಿರಬೇಕು. ಗ್ರಾಮೀಣ ಪತ್ರಕರ್ತರ ವೃತ್ತಿ ಪ್ರತಿಷ್ಠೆ ಹೆಚ್ಚಿಸುವ ಕೆಲಸ ಮಾಡಬೇಕು. ಹಿರಿಯ ಪತ್ರಕರ್ತರ ಮಾರ್ಗದರ್ಶನದಲ್ಲಿ ಕಿರಿಯರು ಬೆಳೆಯಬೇಕು. ರೋಹಿಣಿ ಸುದ್ದಿಯ ವಿದ್ಯಾರ್ಥಿಗಳಿಗೆ ಪ್ರೇರಣೆ ನೀಡಿದರು. ಆರೋಗ್ಯ, ರೋಜಗಾರ ಮತ್ತು ಕೃಷಿ ಕ್ಷೇತ್ರಗಳ ಬಗ್ಗೆ ಬರೆಯಬೇಕು. [442, 153, 574, 340]
article-body: ಕರಡಿಯಿಂದಾಗಿ ಮತ್ತಷ್ಟು ಸಮಸ್ಯೆ ಉಂಟಾಗಿದೆ. ಅಧಿಕಾರಿಗಳು ನಿರ್ಲಕ್ಷ್ಯ ತೋರಿದರೆ ಜಿಲ್ಲಾಧಿಕಾರಿಗಳ ಕಚೇರಿ ಎದುರು ಧರಣಿ ನಡೆಸಲಾಗುವುದು. ಹೆಸ್ಕಾಂ ಇಲಾಖೆ ಸ್ಪಂದಿಸಬೇಕು. ರೈತರಿಗೆ ನಿರಂತರ ವಿದ್ಯುತ್ ನೀಡಬೇಕು ಎಂದು ಒತ್ತಾಯಿಸಿದರು. [534, 1267, 720, 1315]
article-body: ರಾಷ್ಟ್ರದ ರಾಜಧಾನಿ ದೆಹಲಿಯಲ್ಲಿ ಆ.15ರ ಸ್ವಾತಂತ್ರ್ಯೋತ್ಸವ ಕಾರ್ಯಕ್ರಮದ ಧ್ವಜಾರೋಹಣ ಕಾರ್ಯಕ್ರಮಕ್ಕೆ ತಾಲೂಕಿನ ಆನೆಗುಂದಿ ಗ್ರಾಮ ಪಂಚಾಯತ್ ಅಧ್ಯಕ್ಷೆ ಅವರು ಆಹ್ವಾನಿತರಾಗಿದ್ದಾರೆ. ಪಿಡಿಓ, ಕಾರ್ಯದರ್ಶಿಗಳು ಆಯ್ಕೆಯಾದವರು. ಕೇಂದ್ರ ಸರ್ಕಾರದ ಆಹ್ವಾನ ಮೇರೆಗೆ ದೆಹಲಿಗೆ ತೆರಳಲಿದ್ದಾರೆ. ರಾಜ್ಯದ ಕೆಲವು ಗ್ರಾಮ ಪಂಚಾಯತ್ ಗಳ ಅಧ್ಯಕ್ಷರಿಗೆ ಈ ಅವಕಾಶ ದೊರೆತಿದೆ. ಕೊಪ್ಪಳ ಜಿಲ್ಲೆಯಿಂದ ಮಹಿಳೆ ಅಧ್ಯಕ್ಷೆ ಆಯ್ಕೆಯಾಗಿರುವುದು ಹೆಮ್ಮೆಯ ಸಂಗತಿ. ಗ್ರಾಮದ ಅಭಿವೃದ್ಧಿಗೆ ಶ್ರಮಿಸಿದ ಕಾರಣ ಗುರುತಿಸಲಾಗಿದೆ. ಗ್ರಾಮಸ್ಥರು ಅಭಿನಂದನೆ ಸಲ್ಲಿಸಿದರು. [102, 529, 200, 741]
